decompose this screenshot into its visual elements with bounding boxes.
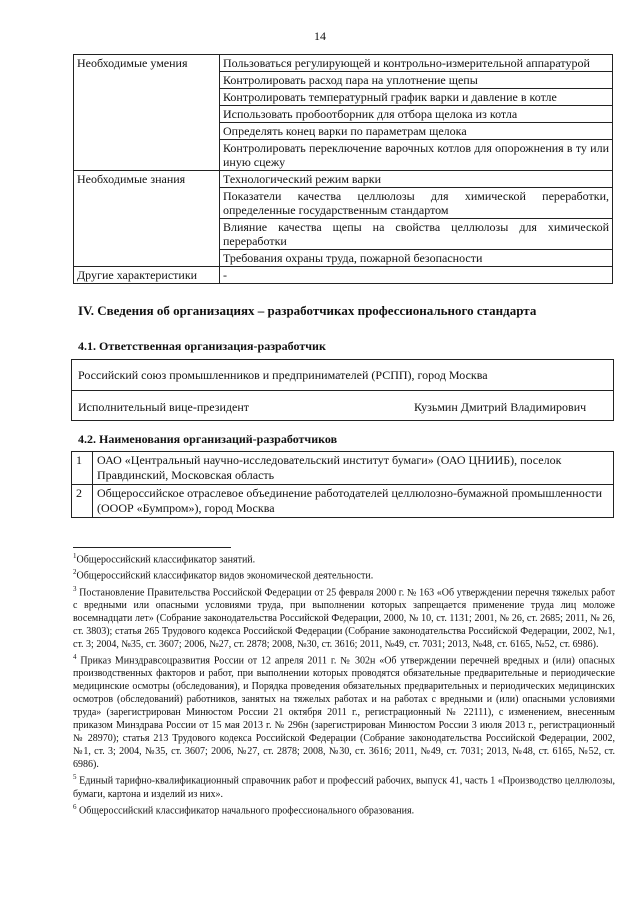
section-title: IV. Сведения об организациях – разработчиках профессионального стандарта xyxy=(78,303,537,318)
footnote-mark: 6 xyxy=(73,802,77,811)
footnote xyxy=(73,583,615,651)
knowledge-item: Влияние качества щепы на свойства целлюлозы для химической переработки xyxy=(220,219,613,250)
subsection-title-developers: 4.2. Наименования организаций-разработчиков xyxy=(78,432,338,446)
footnote xyxy=(73,771,615,800)
footnote-mark: 1 xyxy=(73,552,77,560)
footnote-mark: 5 xyxy=(73,773,77,782)
footnote xyxy=(73,651,615,771)
responsible-org-box xyxy=(71,359,614,421)
footnote-text: Общероссийский классификатор занятий. xyxy=(76,554,256,566)
footnote-rule xyxy=(73,547,231,548)
footnotes xyxy=(73,550,615,817)
developer-number: 1 xyxy=(72,452,93,485)
other-item: - xyxy=(220,267,613,284)
skill-item: Контролировать температурный график варки и давление в котле xyxy=(220,89,613,106)
skill-item: Использовать пробоотборник для отбора щелока из котла xyxy=(220,106,613,123)
footnote-mark: 4 xyxy=(73,652,77,661)
table-row xyxy=(74,267,613,284)
subsection-title-responsible: 4.1. Ответственная организация-разработчик xyxy=(78,339,326,353)
developers-table xyxy=(71,451,614,518)
footnote-text: Общероссийский классификатор видов экономической деятельности. xyxy=(76,570,374,582)
skill-item: Контролировать переключение варочных котлов для опорожнения в ту или иную сцежу xyxy=(220,140,613,171)
skill-item: Определять конец варки по параметрам щелока xyxy=(220,123,613,140)
page-number: 14 xyxy=(314,29,326,43)
footnote-mark: 2 xyxy=(73,568,77,577)
footnote xyxy=(73,566,615,582)
row-label-other: Другие характеристики xyxy=(74,267,220,284)
footnote xyxy=(73,550,615,566)
footnote-mark: 3 xyxy=(73,584,77,593)
knowledge-item: Требования охраны труда, пожарной безопасности xyxy=(220,250,613,267)
divider xyxy=(72,390,613,391)
table-row xyxy=(74,55,613,72)
developer-number: 2 xyxy=(72,485,93,518)
skill-item: Контролировать расход пара на уплотнение щепы xyxy=(220,72,613,89)
table-row xyxy=(72,452,614,485)
skills-table xyxy=(73,54,613,284)
responsible-position: Исполнительный вице-президент xyxy=(78,400,250,414)
footnote xyxy=(73,801,615,817)
knowledge-item: Показатели качества целлюлозы для химической переработки, определенные государственным стандартом xyxy=(220,188,613,219)
row-label-skills: Необходимые умения xyxy=(74,55,220,171)
footnote-text: Единый тарифно-квалификационный справочник работ и профессий рабочих, выпуск 41, часть 1 «Производство целлюлозы, бумаги, картона и изделий из них». xyxy=(73,775,615,800)
footnote-text: Общероссийский классификатор начального профессионального образования. xyxy=(76,804,415,816)
footnote-text: Приказ Минздравсоцразвития России от 12 апреля 2011 г. № 302н «Об утверждении перечней вредных и (или) опасных производственных факторов и работ, при выполнении которых проводятся обязательные предварительные и периодические медицинские осмотры (обследования), и Порядка проведения обязательных предварительных и периодических медицинских осмотров (обследований) работников, занятых на тяжелых работах и на работах с вредными и (или) опасными условиями труда» (зарегистрирован Минюстом России 21 октября 2011 г., регистрационный № 22111), с изменением, внесенным приказом Минздрава России от 15 мая 2013 г. № 296н (зарегистрирован Минюстом России 3 июля 2013 г., регистрационный № 28970); статья 213 Трудового кодекса Российской Федерации (Собрание законодательства Российской Федерации, 2002, №1, ст. 3; 2004, №35, ст. 3607; 2006, №27, ст. 2878; 2008, №30, ст. 3616; 2011, №49, ст. 7031; 2013, №48, ст. 6165, №52, ст. 6986). xyxy=(73,655,615,771)
responsible-person: Кузьмин Дмитрий Владимирович xyxy=(414,400,587,414)
responsible-org-name: Российский союз промышленников и предпринимателей (РСПП), город Москва xyxy=(78,368,488,382)
developer-name: ОАО «Центральный научно-исследовательский институт бумаги» (ОАО ЦНИИБ), поселок Правдинский, Московская область xyxy=(93,452,614,485)
footnote-text: Постановление Правительства Российской Федерации от 25 февраля 2000 г. № 163 «Об утверждении перечня тяжелых работ с вредными или опасными условиями труда, при выполнении которых запрещается применение труда лиц моложе восемнадцати лет» (Собрание законодательства Российской Федерации, 2000, № 10, ст. 1131; 2001, № 26, ст. 2685; 2011, № 26, ст. 3803); статья 265 Трудового кодекса Российской Федерации (Собрание законодательства Российской Федерации, 2002, №1, ст. 3; 2004, №35, ст. 3607; 2006, №27, ст. 2878; 2008, №30, ст. 3616; 2011, №49, ст. 7031; 2013, №48, ст. 6165, №52, ст. 6986). xyxy=(73,586,615,650)
knowledge-item: Технологический режим варки xyxy=(220,171,613,188)
developer-name: Общероссийское отраслевое объединение работодателей целлюлозно-бумажной промышленности (ОООР «Бумпром»), город Москва xyxy=(93,485,614,518)
table-row xyxy=(72,485,614,518)
skill-item: Пользоваться регулирующей и контрольно-измерительной аппаратурой xyxy=(220,55,613,72)
table-row xyxy=(74,171,613,188)
row-label-knowledge: Необходимые знания xyxy=(74,171,220,267)
